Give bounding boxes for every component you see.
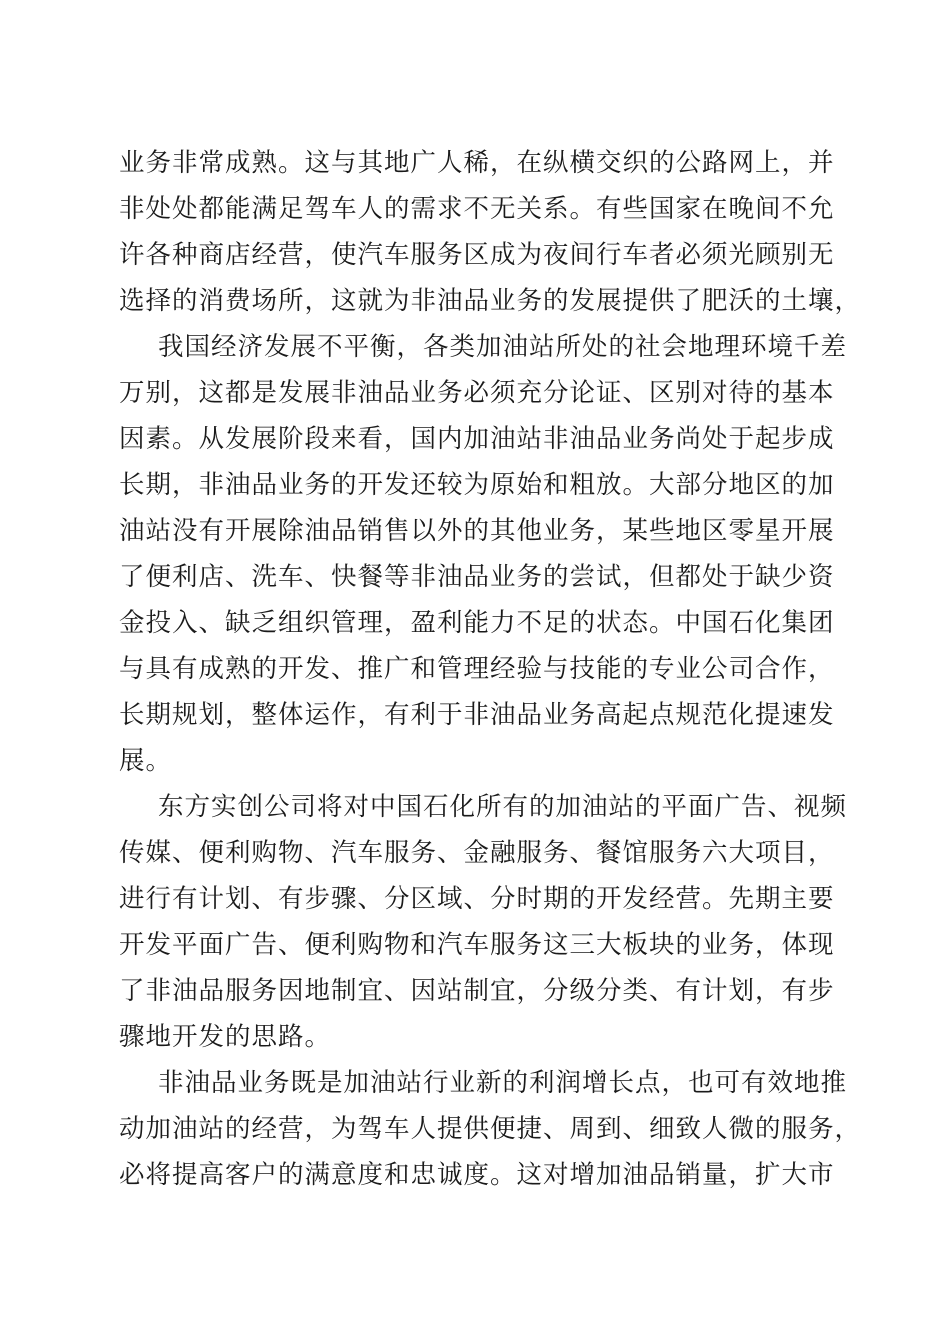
paragraph-company-plan bbox=[119, 784, 848, 1060]
text-line: 非处处都能满足驾车人的需求不无关系。有些国家在晚间不允 bbox=[119, 194, 835, 224]
text-line: 开发平面广告、便利购物和汽车服务这三大板块的业务，体现 bbox=[119, 930, 835, 960]
text-line: 骤地开发的思路。 bbox=[119, 1022, 332, 1052]
paragraph-business-value bbox=[119, 1060, 862, 1198]
text-line: 展。 bbox=[119, 746, 173, 776]
text-line: 因素。从发展阶段来看，国内加油站非油品业务尚处于起步成 bbox=[119, 424, 835, 454]
text-line: 长期，非油品业务的开发还较为原始和粗放。大部分地区的加 bbox=[119, 470, 835, 500]
text-line: 了便利店、洗车、快餐等非油品业务的尝试，但都处于缺少资 bbox=[119, 562, 835, 592]
paragraph-continued bbox=[119, 140, 862, 324]
text-line: 必将提高客户的满意度和忠诚度。这对增加油品销量，扩大市 bbox=[119, 1160, 835, 1190]
text-line: 了非油品服务因地制宜、因站制宜，分级分类、有计划，有步 bbox=[119, 976, 835, 1006]
text-line: 许各种商店经营，使汽车服务区成为夜间行车者必须光顾别无 bbox=[119, 240, 835, 270]
text-line: 东方实创公司将对中国石化所有的加油站的平面广告、视频 bbox=[158, 792, 848, 822]
body-text bbox=[119, 140, 862, 1198]
text-line: 动加油站的经营，为驾车人提供便捷、周到、细致人微的服务， bbox=[119, 1114, 862, 1144]
text-line: 进行有计划、有步骤、分区域、分时期的开发经营。先期主要 bbox=[119, 884, 835, 914]
text-line: 万别，这都是发展非油品业务必须充分论证、区别对待的基本 bbox=[119, 378, 835, 408]
text-line: 我国经济发展不平衡，各类加油站所处的社会地理环境千差 bbox=[158, 332, 848, 362]
text-line: 选择的消费场所，这就为非油品业务的发展提供了肥沃的土壤， bbox=[119, 286, 862, 316]
text-line: 油站没有开展除油品销售以外的其他业务，某些地区零星开展 bbox=[119, 516, 835, 546]
text-line: 业务非常成熟。这与其地广人稀，在纵横交织的公路网上，并 bbox=[119, 148, 835, 178]
text-line: 非油品业务既是加油站行业新的利润增长点，也可有效地推 bbox=[158, 1068, 848, 1098]
text-line: 传媒、便利购物、汽车服务、金融服务、餐馆服务六大项目， bbox=[119, 838, 835, 868]
paragraph-domestic-development bbox=[119, 324, 848, 784]
text-line: 长期规划，整体运作，有利于非油品业务高起点规范化提速发 bbox=[119, 700, 835, 730]
text-line: 金投入、缺乏组织管理，盈利能力不足的状态。中国石化集团 bbox=[119, 608, 835, 638]
text-line: 与具有成熟的开发、推广和管理经验与技能的专业公司合作， bbox=[119, 654, 835, 684]
